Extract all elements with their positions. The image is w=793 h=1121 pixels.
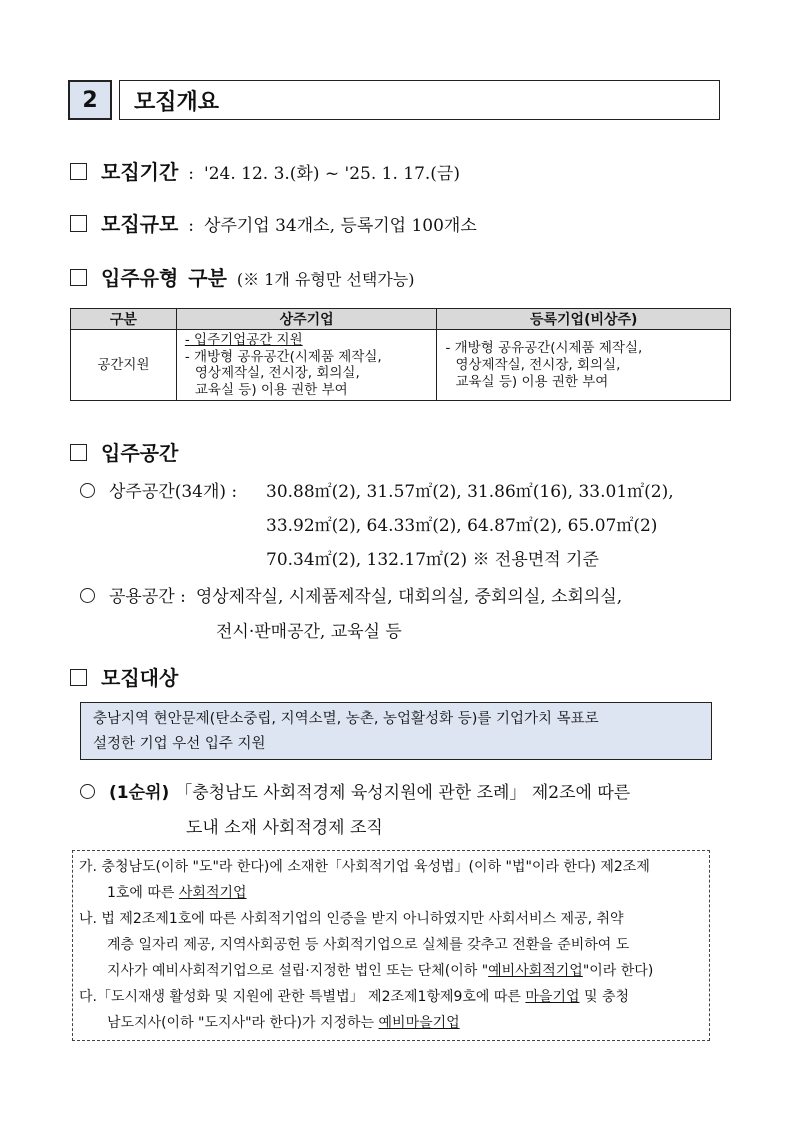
priority-text-1: 「충청남도 사회적경제 육성지원에 관한 조례」 제2조에 따른 xyxy=(175,783,631,803)
square-bullet-icon xyxy=(70,269,87,286)
detail-ga-1: 가. 충청남도(이하 "도"라 한다)에 소재한「사회적기업 육성법」(이하 "법"이라 한다) 제2조제 xyxy=(79,859,650,875)
types-note: (※ 1개 유형만 선택가능) xyxy=(236,270,415,289)
detail-da-2-text: 남도지사(이하 "도지사"라 한다)가 지정하는 xyxy=(107,1015,379,1031)
registered-item-1: - 개방형 공유공간(시제품 제작실, xyxy=(445,339,643,356)
square-bullet-icon xyxy=(70,215,87,232)
types-table xyxy=(70,308,731,401)
resident-space-line-1 xyxy=(80,477,237,502)
table-row-label: 공간지원 xyxy=(71,330,177,401)
table-header: 등록기업(비상주) xyxy=(437,309,731,330)
detail-na-3-tail: "이라 한다) xyxy=(582,963,654,979)
circle-bullet-icon xyxy=(80,483,95,498)
detail-na-3-text: 지사가 예비사회적기업으로 설립·지정한 법인 또는 단체(이하 " xyxy=(107,963,489,979)
period-value: '24. 12. 3.(화) ~ '25. 1. 17.(금) xyxy=(204,164,460,184)
resident-space-values-1: 30.88㎡(2), 31.57㎡(2), 31.86㎡(16), 33.01㎡(2), xyxy=(266,482,674,502)
types-label-1: 입주유형 xyxy=(101,266,179,290)
space-heading xyxy=(70,437,188,466)
square-bullet-icon xyxy=(70,163,87,180)
scale-sep: : xyxy=(188,216,195,236)
resident-item-4: 교육실 등) 이용 권한 부여 xyxy=(194,381,348,398)
resident-item-2: - 개방형 공유공간(시제품 제작실, xyxy=(184,348,382,365)
period-line xyxy=(70,156,460,185)
resident-item-1: - 입주기업공간 지원 xyxy=(184,332,303,348)
section-number: 2 xyxy=(68,80,112,120)
table-cell-resident xyxy=(176,330,437,401)
priority-text-2: 도내 소재 사회적경제 조직 xyxy=(186,818,383,838)
detail-da-1-tail: 및 충청 xyxy=(579,989,629,1005)
section-header xyxy=(68,80,720,120)
detail-na-2: 계층 일자리 제공, 지역사회공헌 등 사회적기업으로 실체를 갖추고 전환을 준비하여 도 xyxy=(107,937,630,953)
period-label: 모집기간 xyxy=(101,160,179,184)
detail-ga-2-term: 사회적기업 xyxy=(178,885,247,901)
resident-space-values-3: 70.34㎡(2), 132.17㎡(2) ※ 전용면적 기준 xyxy=(266,550,599,570)
table-header: 구분 xyxy=(71,309,177,330)
detail-na-3 xyxy=(79,958,703,984)
period-sep: : xyxy=(188,164,195,184)
target-heading xyxy=(70,662,188,691)
details-box xyxy=(72,850,710,1041)
detail-da-1-text: 다.「도시재생 활성화 및 지원에 관한 특별법」 제2조제1항제9호에 따른 xyxy=(79,989,526,1005)
square-bullet-icon xyxy=(70,669,87,686)
square-bullet-icon xyxy=(70,444,87,461)
shared-space-label: 공용공간 : xyxy=(109,587,186,607)
priority-line-1 xyxy=(80,778,630,803)
detail-ga-2-text: 1호에 따른 xyxy=(107,885,179,901)
shared-space-values-2: 전시·판매공간, 교육실 등 xyxy=(216,622,402,642)
detail-da-1-term: 마을기업 xyxy=(525,989,580,1005)
resident-item-3: 영상제작실, 전시장, 회의실, xyxy=(194,365,360,381)
detail-ga-2 xyxy=(79,880,703,906)
space-label: 입주공간 xyxy=(101,441,179,465)
types-line xyxy=(70,262,415,291)
table-header: 상주기업 xyxy=(176,309,437,330)
detail-na-3-term: 예비사회적기업 xyxy=(488,963,583,979)
table-cell-registered xyxy=(437,330,731,401)
section-title: 모집개요 xyxy=(119,80,720,120)
priority-label: (1순위) xyxy=(109,783,170,803)
scale-value: 상주기업 34개소, 등록기업 100개소 xyxy=(204,216,477,236)
detail-da-2-term: 예비마을기업 xyxy=(378,1015,460,1031)
target-highlight-box xyxy=(80,702,712,760)
target-box-line-1: 충남지역 현안문제(탄소중립, 지역소멸, 농촌, 농업활성화 등)를 기업가치 목표로 xyxy=(93,711,599,727)
table-row xyxy=(71,330,731,401)
scale-label: 모집규모 xyxy=(101,212,179,236)
detail-na-1: 나. 법 제2조제1호에 따른 사회적기업의 인증을 받지 아니하였지만 사회서비스 제공, 취약 xyxy=(79,911,624,927)
resident-space-label: 상주공간(34개) : xyxy=(109,482,238,502)
target-label: 모집대상 xyxy=(101,666,179,690)
resident-space-values-2: 33.92㎡(2), 64.33㎡(2), 64.87㎡(2), 65.07㎡(2) xyxy=(266,516,658,536)
table-header-row xyxy=(71,309,731,330)
detail-da-2 xyxy=(79,1010,703,1036)
shared-space-values-1: 영상제작실, 시제품제작실, 대회의실, 중회의실, 소회의실, xyxy=(195,587,623,607)
registered-item-2: 영상제작실, 전시장, 회의실, xyxy=(455,356,621,373)
scale-line xyxy=(70,208,477,237)
types-label-2: 구분 xyxy=(188,266,227,290)
circle-bullet-icon xyxy=(80,784,95,799)
target-box-line-2: 설정한 기업 우선 입주 지원 xyxy=(93,736,266,752)
registered-item-3: 교육실 등) 이용 권한 부여 xyxy=(455,373,609,390)
shared-space-line-1 xyxy=(80,582,622,607)
detail-da-1 xyxy=(79,984,703,1010)
circle-bullet-icon xyxy=(80,588,95,603)
